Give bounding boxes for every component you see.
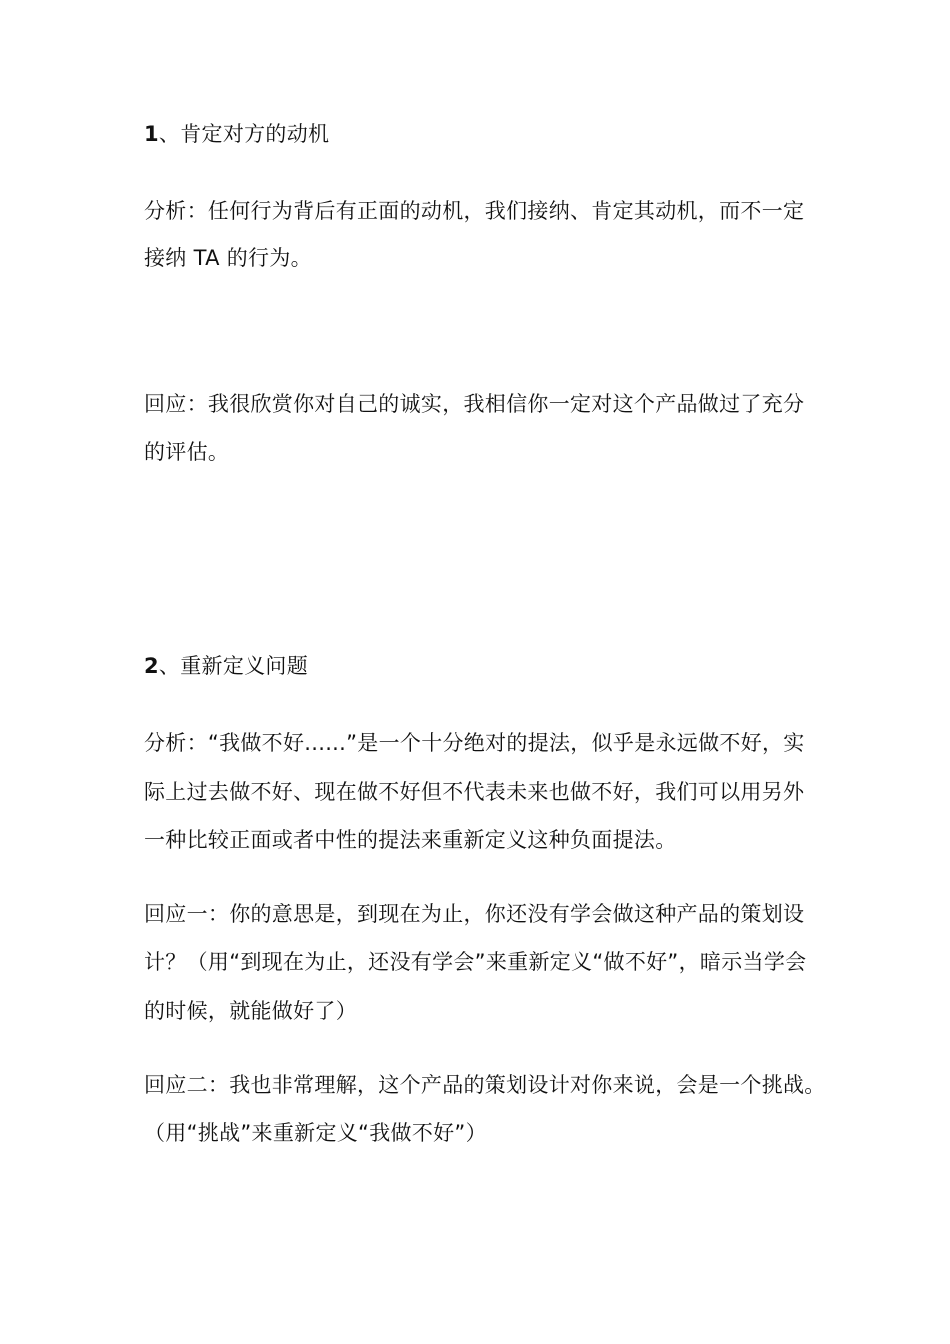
section2-response2-line-2: （用“挑战”来重新定义“我做不好”）: [144, 1121, 487, 1145]
section1-heading-text: 、肯定对方的动机: [158, 122, 330, 146]
section2-response2-line-1: 回应二：我也非常理解，这个产品的策划设计对你来说，会是一个挑战。: [144, 1073, 826, 1097]
section1-number: 1: [144, 122, 159, 146]
section2-heading-text: 、重新定义问题: [158, 654, 309, 678]
section2-response1-line-1: 回应一：你的意思是，到现在为止，你还没有学会做这种产品的策划设: [144, 902, 805, 926]
section1-response-line-2: 的评估。: [144, 440, 230, 464]
section2-analysis-line-2: 际上过去做不好、现在做不好但不代表未来也做不好，我们可以用另外: [144, 780, 805, 804]
section2-response1-line-2: 计？（用“到现在为止，还没有学会”来重新定义“做不好”，暗示当学会: [144, 950, 807, 974]
section1-analysis-line-2: 接纳 TA 的行为。: [144, 246, 312, 270]
section2-heading: [144, 652, 308, 680]
section2-response1-line-3: 的时候，就能做好了）: [144, 999, 357, 1023]
section1-analysis-line-1: 分析：任何行为背后有正面的动机，我们接纳、肯定其动机，而不一定: [144, 199, 805, 223]
section1-heading: [144, 120, 329, 148]
section2-number: 2: [144, 654, 159, 678]
section2-analysis-line-3: 一种比较正面或者中性的提法来重新定义这种负面提法。: [144, 828, 677, 852]
section2-analysis-line-1: 分析：“我做不好......”是一个十分绝对的提法，似乎是永远做不好，实: [144, 731, 805, 755]
section1-response-line-1: 回应：我很欣赏你对自己的诚实，我相信你一定对这个产品做过了充分: [144, 392, 805, 416]
